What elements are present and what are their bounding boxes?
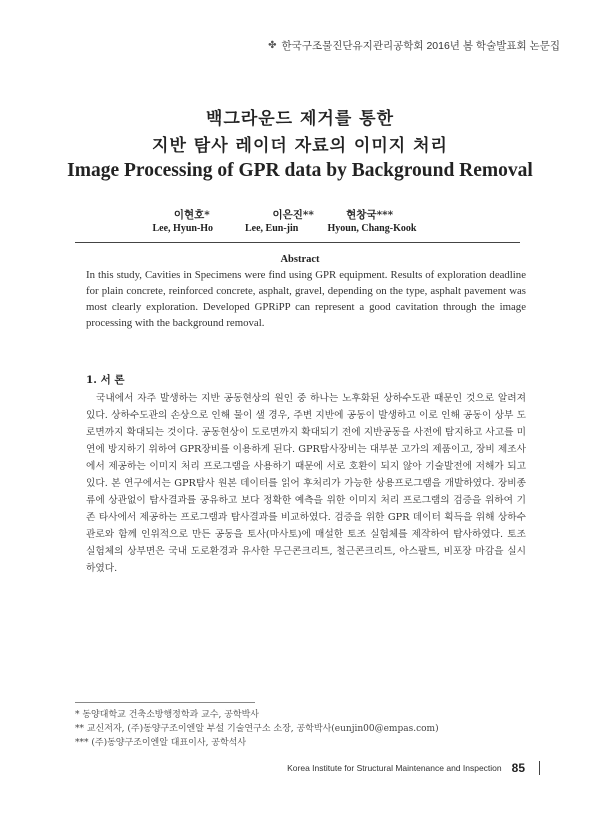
footnote: ** 교신저자, (주)동양구조이엔알 부설 기술연구소 소장, 공학박사(eunjin00@empas.com) bbox=[75, 724, 439, 734]
author-2-ko: 이은진** bbox=[272, 209, 314, 221]
header-mark-icon: ✤ bbox=[268, 40, 277, 51]
korean-title-line-1: 백그라운드 제거를 통한 bbox=[205, 109, 395, 129]
author-1-ko: 이현호* bbox=[173, 209, 210, 221]
footnotes bbox=[75, 708, 439, 750]
abstract-text: In this study, Cavities in Specimens were find using GPR equipment. Results of exploration deadline for plain concrete, reinforced concrete, asphalt, gravel, depending on the type, asphalt pavement was most clearly exploration. Developed GPRiPP can represent a good cavitation through the image processing with the background removal. bbox=[86, 269, 526, 329]
running-header bbox=[268, 38, 560, 53]
footer-bar bbox=[539, 761, 540, 775]
korean-title-line-2: 지반 탐사 레이더 자료의 이미지 처리 bbox=[152, 136, 448, 156]
author-3-ko: 현창국*** bbox=[346, 209, 394, 221]
section-body: 국내에서 자주 발생하는 지반 공동현상의 원인 중 하나는 노후화된 상하수도관 때문인 것으로 알려져 있다. 상하수도관의 손상으로 인해 물이 샐 경우, 주변 지반에 공동이 발생하고 이로 인해 공동이 상부 도로면까지 확대되는 것이다. 공동현상이 도로면까지 확대되기 전에 지반공동을 사전에 탐지하고 사고를 미연에 방지하기 위하여 GPR장비를 이용하게 된다. GPR탐사장비는 대부분 고가의 제품이고, 장비 제조사에서 제공하는 이미지 처리 프로그램을 사용하기 때문에 서로 호환이 되지 않아 기술발전에 저해가 되고 있다. 본 연구에서는 GPR탐사 원본 데이터를 읽어 후처리가 가능한 상용프로그램을 개발하였다. 장비종류에 상관없이 탐사결과를 공유하고 보다 정확한 예측을 위한 이미지 처리 프로그램의 검증을 위하여 기존 타사에서 제공하는 프로그램과 탐사결과를 비교하였다. 검증을 위한 GPR 데이터 획득을 위해 상하수관로와 함께 인위적으로 만든 공동을 토사(마사토)에 매설한 토조 실험체를 제작하여 탐사하였다. 토조 실험체의 상부면은 국내 도로환경과 유사한 무근콘크리트, 철근콘크리트, 아스팔트, 비포장 마감을 실시하였다. bbox=[86, 393, 526, 574]
header-text: 한국구조물진단유지관리공학회 2016년 봄 학술발표회 논문집 bbox=[281, 40, 560, 52]
author-2-en: Lee, Eun-jin bbox=[245, 223, 299, 234]
english-title: Image Processing of GPR data by Background Removal bbox=[67, 160, 533, 181]
divider bbox=[75, 242, 520, 243]
footnote: *** (주)동양구조이엔알 대표이사, 공학석사 bbox=[75, 738, 247, 748]
abstract-heading: Abstract bbox=[280, 254, 320, 265]
authors-english bbox=[0, 223, 600, 234]
page-number: 85 bbox=[511, 761, 525, 775]
footnote-divider bbox=[75, 702, 255, 703]
footer-institute: Korea Institute for Structural Maintenance and Inspection bbox=[287, 763, 502, 773]
authors-korean bbox=[0, 207, 600, 222]
footnote: * 동양대학교 건축소방행정학과 교수, 공학박사 bbox=[75, 710, 259, 720]
author-3-en: Hyoun, Chang-Kook bbox=[327, 223, 417, 234]
page-footer bbox=[287, 761, 540, 775]
author-1-en: Lee, Hyun-Ho bbox=[152, 223, 214, 234]
section-title: 1. 서 론 bbox=[86, 374, 125, 386]
